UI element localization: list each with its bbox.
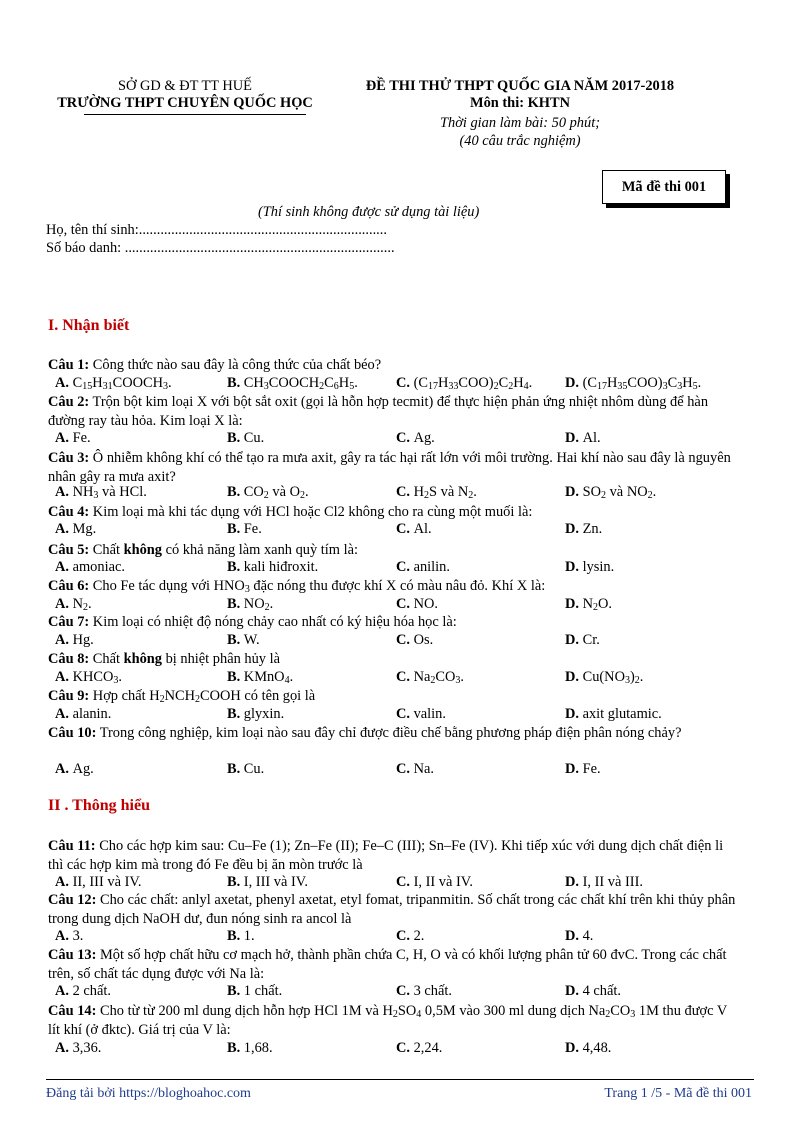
- answer-option-d: D. 4,48.: [565, 1040, 612, 1056]
- section-title: II . Thông hiểu: [48, 797, 150, 814]
- answer-option-b: B. $CH_3COOCH_2C_6H_5$.: [227, 375, 358, 392]
- answer-option-d: D. $SO_2$ và $NO_2$.: [565, 484, 657, 501]
- answer-option-c: C. $H_2S$ và $N_2$.: [396, 484, 477, 501]
- answer-option-c: C. anilin.: [396, 559, 450, 575]
- answer-option-d: D. lysin.: [565, 559, 615, 575]
- answer-option-b: B. glyxin.: [227, 706, 285, 722]
- answer-option-c: C. valin.: [396, 706, 446, 722]
- answer-option-a: A. $N_2$.: [55, 596, 92, 613]
- candidate-name-field: Họ, tên thí sinh:.....................................................................: [46, 222, 387, 238]
- answer-option-a: A. Ag.: [55, 761, 94, 777]
- answer-option-a: A. alanin.: [55, 706, 112, 722]
- answer-option-b: B. Cu.: [227, 761, 265, 777]
- answer-option-a: A. 3,36.: [55, 1040, 102, 1056]
- answer-option-a: A. amoniac.: [55, 559, 125, 575]
- answer-option-d: D. $Cu(NO_3)_2$.: [565, 669, 644, 686]
- answer-options: [55, 430, 745, 448]
- answer-option-a: A. 3.: [55, 928, 84, 944]
- school-name: TRƯỜNG THPT CHUYÊN QUỐC HỌC: [57, 95, 313, 111]
- answer-option-c: C. $(C_{17}H_{33}COO)_2C_2H_4$.: [396, 375, 533, 392]
- question-text: Câu 8: Chất không bị nhiệt phân hủy là: [48, 651, 280, 667]
- question-text: Câu 9: Hợp chất $H_2NCH_2COOH$ có tên gọi là: [48, 688, 316, 705]
- question-text: Câu 1: Công thức nào sau đây là công thức của chất béo?: [48, 357, 382, 373]
- footer-divider: [46, 1079, 754, 1080]
- answer-option-c: C. Al.: [396, 521, 432, 537]
- answer-option-a: A. $KHCO_3$.: [55, 669, 122, 686]
- question-text: Câu 2: Trộn bột kim loại X với bột sắt oxit (gọi là hỗn hợp tecmit) để thực hiện phản ứng nhiệt nhôm dùng để hàn đường ray tàu hỏa. Kim loại X là:: [48, 394, 709, 429]
- answer-option-d: D. Al.: [565, 430, 601, 446]
- question-text: Câu 3: Ô nhiễm không khí có thể tạo ra mưa axit, gây ra tác hại rất lớn với môi trường. Hai khí nào sau đây là nguyên nhân gây ra mưa axit?: [48, 450, 731, 485]
- question-number: Câu 14:: [48, 1003, 97, 1019]
- answer-option-a: A. 2 chất.: [55, 983, 111, 999]
- section-title: I. Nhận biết: [48, 317, 130, 334]
- answer-option-c: C. Ag.: [396, 430, 435, 446]
- answer-option-b: B. kali hiđroxit.: [227, 559, 319, 575]
- answer-option-b: B. 1,68.: [227, 1040, 273, 1056]
- question-number: Câu 9:: [48, 688, 90, 704]
- answer-option-c: C. 2,24.: [396, 1040, 443, 1056]
- answer-options: [55, 559, 745, 577]
- answer-option-a: A. Fe.: [55, 430, 91, 446]
- answer-option-b: B. Cu.: [227, 430, 265, 446]
- answer-option-b: B. W.: [227, 632, 260, 648]
- exam-title: ĐỀ THI THỬ THPT QUỐC GIA NĂM 2017-2018: [365, 78, 675, 94]
- exam-time: Thời gian làm bài: 50 phút;: [440, 115, 600, 131]
- exam-code: Mã đề thi 001: [621, 178, 707, 195]
- answer-option-c: C. 3 chất.: [396, 983, 452, 999]
- answer-option-a: A. Hg.: [55, 632, 94, 648]
- question-text: Câu 11: Cho các hợp kim sau: Cu–Fe (1); Zn–Fe (II); Fe–C (III); Sn–Fe (IV). Khi tiếp xúc với dung dịch chất điện li thì các hợp kim mà trong đó Fe đều bị ăn mòn trước là: [48, 838, 724, 873]
- question-number: Câu 11:: [48, 838, 96, 854]
- question-number: Câu 12:: [48, 892, 97, 908]
- school-underline: [84, 114, 306, 115]
- answer-option-a: A. Mg.: [55, 521, 97, 537]
- question-text: Câu 5: Chất không có khả năng làm xanh quỳ tím là:: [48, 542, 358, 558]
- answer-options: [55, 928, 745, 946]
- question-text: Câu 14: Cho từ từ 200 ml dung dịch hỗn hợp HCl 1M và $H_2SO_4$ 0,5M vào 300 ml dung dịch $Na_2CO_3$ 1M thu được V lít khí (ở đktc). Giá trị của V là:: [48, 1003, 727, 1038]
- question-text: Câu 7: Kim loại có nhiệt độ nóng chảy cao nhất có ký hiệu hóa học là:: [48, 614, 457, 630]
- answer-options: [55, 874, 745, 892]
- question-text: Câu 10: Trong công nghiệp, kim loại nào sau đây chỉ được điều chế bằng phương pháp điện phân nóng chảy?: [48, 725, 682, 741]
- answer-option-d: D. Zn.: [565, 521, 603, 537]
- question-text: Câu 13: Một số hợp chất hữu cơ mạch hở, thành phần chứa C, H, O và có khối lượng phân tử 60 đvC. Trong các chất trên, số chất tác dụng được với Na là:: [48, 947, 727, 982]
- answer-option-a: A. $C_{15}H_{31}COOCH_3$.: [55, 375, 172, 392]
- answer-option-c: C. Na.: [396, 761, 434, 777]
- exam-code-box: [602, 170, 726, 204]
- question-text: Câu 12: Cho các chất: anlyl axetat, phenyl axetat, etyl fomat, tripanmitin. Số chất trong các chất khí trên khi thủy phân trong dung dịch NaOH dư, đun nóng sinh ra ancol là: [48, 892, 736, 927]
- footer-source: Đăng tải bởi https://bloghoahoc.com: [46, 1086, 251, 1101]
- exam-note: (Thí sinh không được sử dụng tài liệu): [258, 204, 480, 220]
- question-text: Câu 4: Kim loại mà khi tác dụng với HCl hoặc Cl2 không cho ra cùng một muối là:: [48, 504, 533, 520]
- answer-option-d: D. axit glutamic.: [565, 706, 662, 722]
- answer-option-b: B. $CO_2$ và $O_2$.: [227, 484, 309, 501]
- answer-options: [55, 1040, 745, 1058]
- question-number: Câu 1:: [48, 357, 90, 373]
- question-number: Câu 13:: [48, 947, 97, 963]
- answer-option-d: D. $(C_{17}H_{35}COO)_3C_3H_5$.: [565, 375, 702, 392]
- answer-option-c: C. $Na_2CO_3$.: [396, 669, 464, 686]
- answer-option-d: D. Cr.: [565, 632, 600, 648]
- answer-option-c: C. Os.: [396, 632, 434, 648]
- answer-option-d: D. Fe.: [565, 761, 601, 777]
- answer-options: [55, 761, 745, 779]
- question-number: Câu 3:: [48, 450, 90, 466]
- answer-option-a: A. $NH_3$ và HCl.: [55, 484, 147, 501]
- answer-option-b: B. 1 chất.: [227, 983, 283, 999]
- question-number: Câu 5:: [48, 542, 90, 558]
- answer-option-b: B. 1.: [227, 928, 255, 944]
- answer-option-b: B. Fe.: [227, 521, 262, 537]
- answer-option-c: C. I, II và IV.: [396, 874, 473, 890]
- answer-option-b: B. KMnO$_4$.: [227, 669, 294, 686]
- answer-options: [55, 596, 745, 614]
- footer-page: Trang 1 /5 - Mã đề thi 001: [604, 1086, 752, 1101]
- answer-options: [55, 669, 745, 687]
- exam-subject: Môn thi: KHTN: [470, 95, 570, 111]
- candidate-id-field: Số báo danh: ...........................................................................: [46, 240, 395, 256]
- answer-option-b: B. I, III và IV.: [227, 874, 308, 890]
- question-number: Câu 2:: [48, 394, 90, 410]
- answer-option-d: D. I, II và III.: [565, 874, 643, 890]
- answer-option-d: D. 4.: [565, 928, 594, 944]
- answer-options: [55, 484, 745, 502]
- question-number: Câu 4:: [48, 504, 90, 520]
- answer-options: [55, 632, 745, 650]
- answer-option-c: C. NO.: [396, 596, 438, 612]
- answer-option-b: B. $NO_2$.: [227, 596, 274, 613]
- answer-option-c: C. 2.: [396, 928, 425, 944]
- answer-option-a: A. II, III và IV.: [55, 874, 142, 890]
- answer-options: [55, 983, 745, 1001]
- question-number: Câu 8:: [48, 651, 90, 667]
- question-number: Câu 6:: [48, 578, 90, 594]
- question-text: Câu 6: Cho Fe tác dụng với $HNO_3$ đặc nóng thu được khí X có màu nâu đỏ. Khí X là:: [48, 578, 546, 595]
- answer-options: [55, 521, 745, 539]
- answer-options: [55, 706, 745, 724]
- answer-option-d: D. 4 chất.: [565, 983, 621, 999]
- department-name: SỞ GD & ĐT TT HUẾ: [118, 78, 252, 94]
- question-number: Câu 10:: [48, 725, 97, 741]
- question-count: (40 câu trắc nghiệm): [459, 133, 581, 149]
- question-number: Câu 7:: [48, 614, 90, 630]
- answer-options: [55, 375, 745, 393]
- answer-option-d: D. $N_2O$.: [565, 596, 612, 613]
